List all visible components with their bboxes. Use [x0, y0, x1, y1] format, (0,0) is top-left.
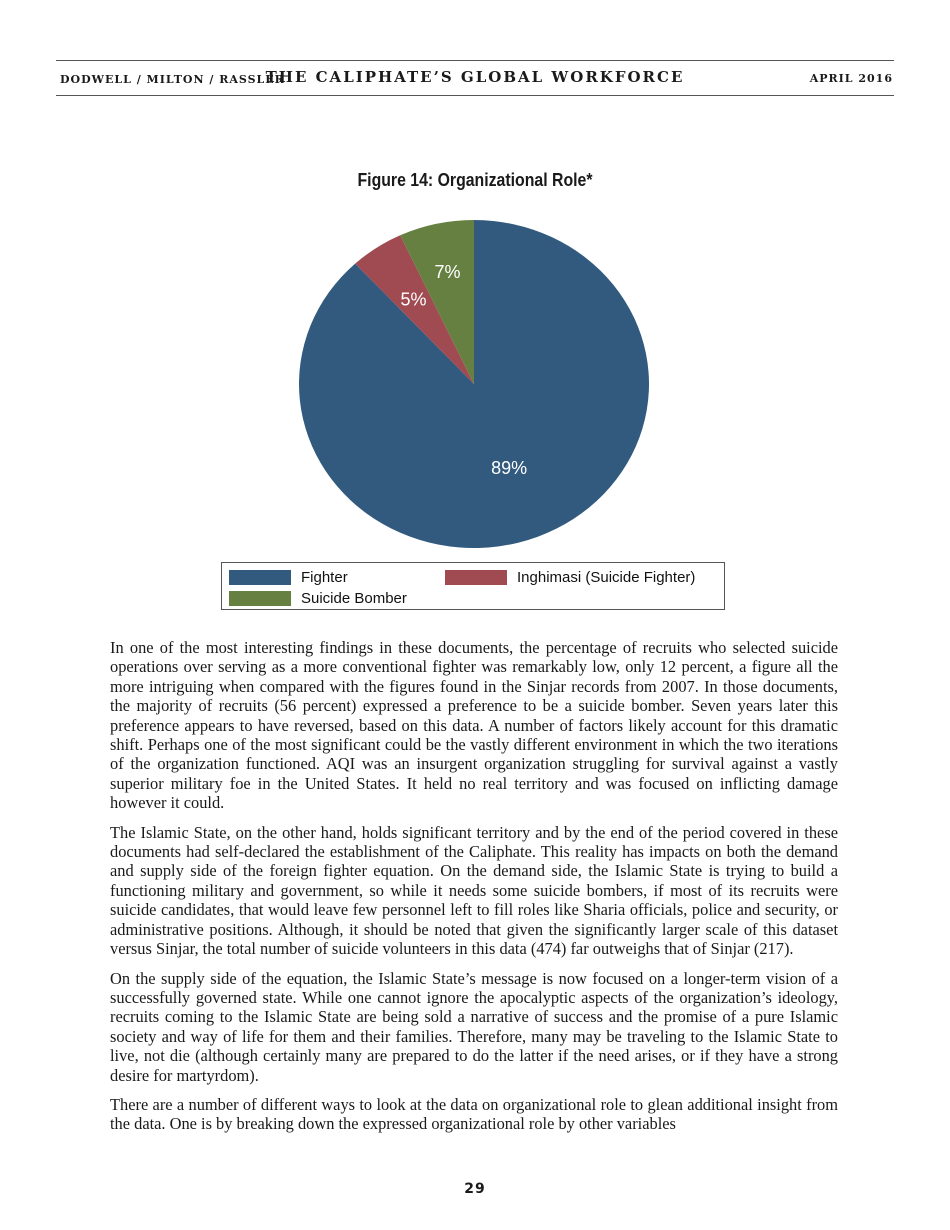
figure-title: Figure 14: Organizational Role*	[357, 170, 593, 190]
body-text	[110, 638, 838, 1144]
legend-swatch-suicide-bomber	[229, 591, 291, 606]
header-title: THE CALIPHATE’S GLOBAL WORKFORCE	[265, 68, 685, 86]
header-authors: DODWELL / MILTON / RASSLER	[60, 73, 285, 86]
paragraph: In one of the most interesting findings in these documents, the percentage of recruits who selected suicide operations over serving as a more conventional fighter was remarkably low, only 12 percent, a figure all the more intriguing when compared with the figures found in the Sinjar records from 2007. In those documents, the majority of recruits (56 percent) expressed a preference to be a suicide bomber. Seven years later this preference appears to have reversed, based on this data. A number of factors likely account for this dramatic shift. Perhaps one of the most significant could be the vastly different environment in which the two iterations of the organization functioned. AQI was an insurgent organization struggling for survival against a vastly superior military foe in the United States. It held no real territory and was focused on inflicting damage however it could.	[110, 638, 838, 813]
paragraph: There are a number of different ways to look at the data on organizational role to glean additional insight from the data. One is by breaking down the expressed organizational role by other variables	[110, 1094, 838, 1134]
pie-data-label: 7%	[434, 261, 461, 282]
pie-data-label: 89%	[491, 457, 528, 478]
header-date: APRIL 2016	[809, 72, 893, 85]
legend-item-fighter	[229, 569, 348, 586]
pie-data-label: 5%	[400, 289, 427, 310]
legend-item-inghimasi	[445, 569, 695, 586]
legend-label-fighter: Fighter	[301, 569, 348, 586]
legend-label-inghimasi: Inghimasi (Suicide Fighter)	[517, 569, 696, 586]
pie-chart	[0, 0, 950, 560]
chart-legend	[221, 562, 725, 610]
legend-swatch-inghimasi	[445, 570, 507, 585]
page-number: 29	[464, 1181, 486, 1197]
legend-item-suicide-bomber	[229, 590, 407, 607]
paragraph: On the supply side of the equation, the Islamic State’s message is now focused on a longer-term vision of a successfully governed state. While one cannot ignore the apocalyptic aspects of the organization’s ideology, recruits coming to the Islamic State are being sold a narrative of success and the promise of a pure Islamic society and way of life for them and their families. Therefore, many may be traveling to the Islamic State to live, not die (although certainly many are prepared to do the latter if the need arises, or if they have a strong desire for martyrdom).	[110, 968, 838, 1085]
legend-swatch-fighter	[229, 570, 291, 585]
paragraph: The Islamic State, on the other hand, holds significant territory and by the end of the period covered in these documents had self-declared the establishment of the Caliphate. This reality has impacts on both the demand and supply side of the foreign fighter equation. On the demand side, the Islamic State is trying to build a functioning military and government, so while it needs some suicide bombers, if most of its recruits were suicide candidates, that would leave few personnel left to fill roles like Sharia officials, police and security, or administrative positions. Although, it should be noted that given the significantly larger scale of this dataset versus Sinjar, the total number of suicide volunteers in this data (474) far outweighs that of Sinjar (217).	[110, 822, 838, 959]
legend-label-suicide-bomber: Suicide Bomber	[301, 590, 407, 607]
